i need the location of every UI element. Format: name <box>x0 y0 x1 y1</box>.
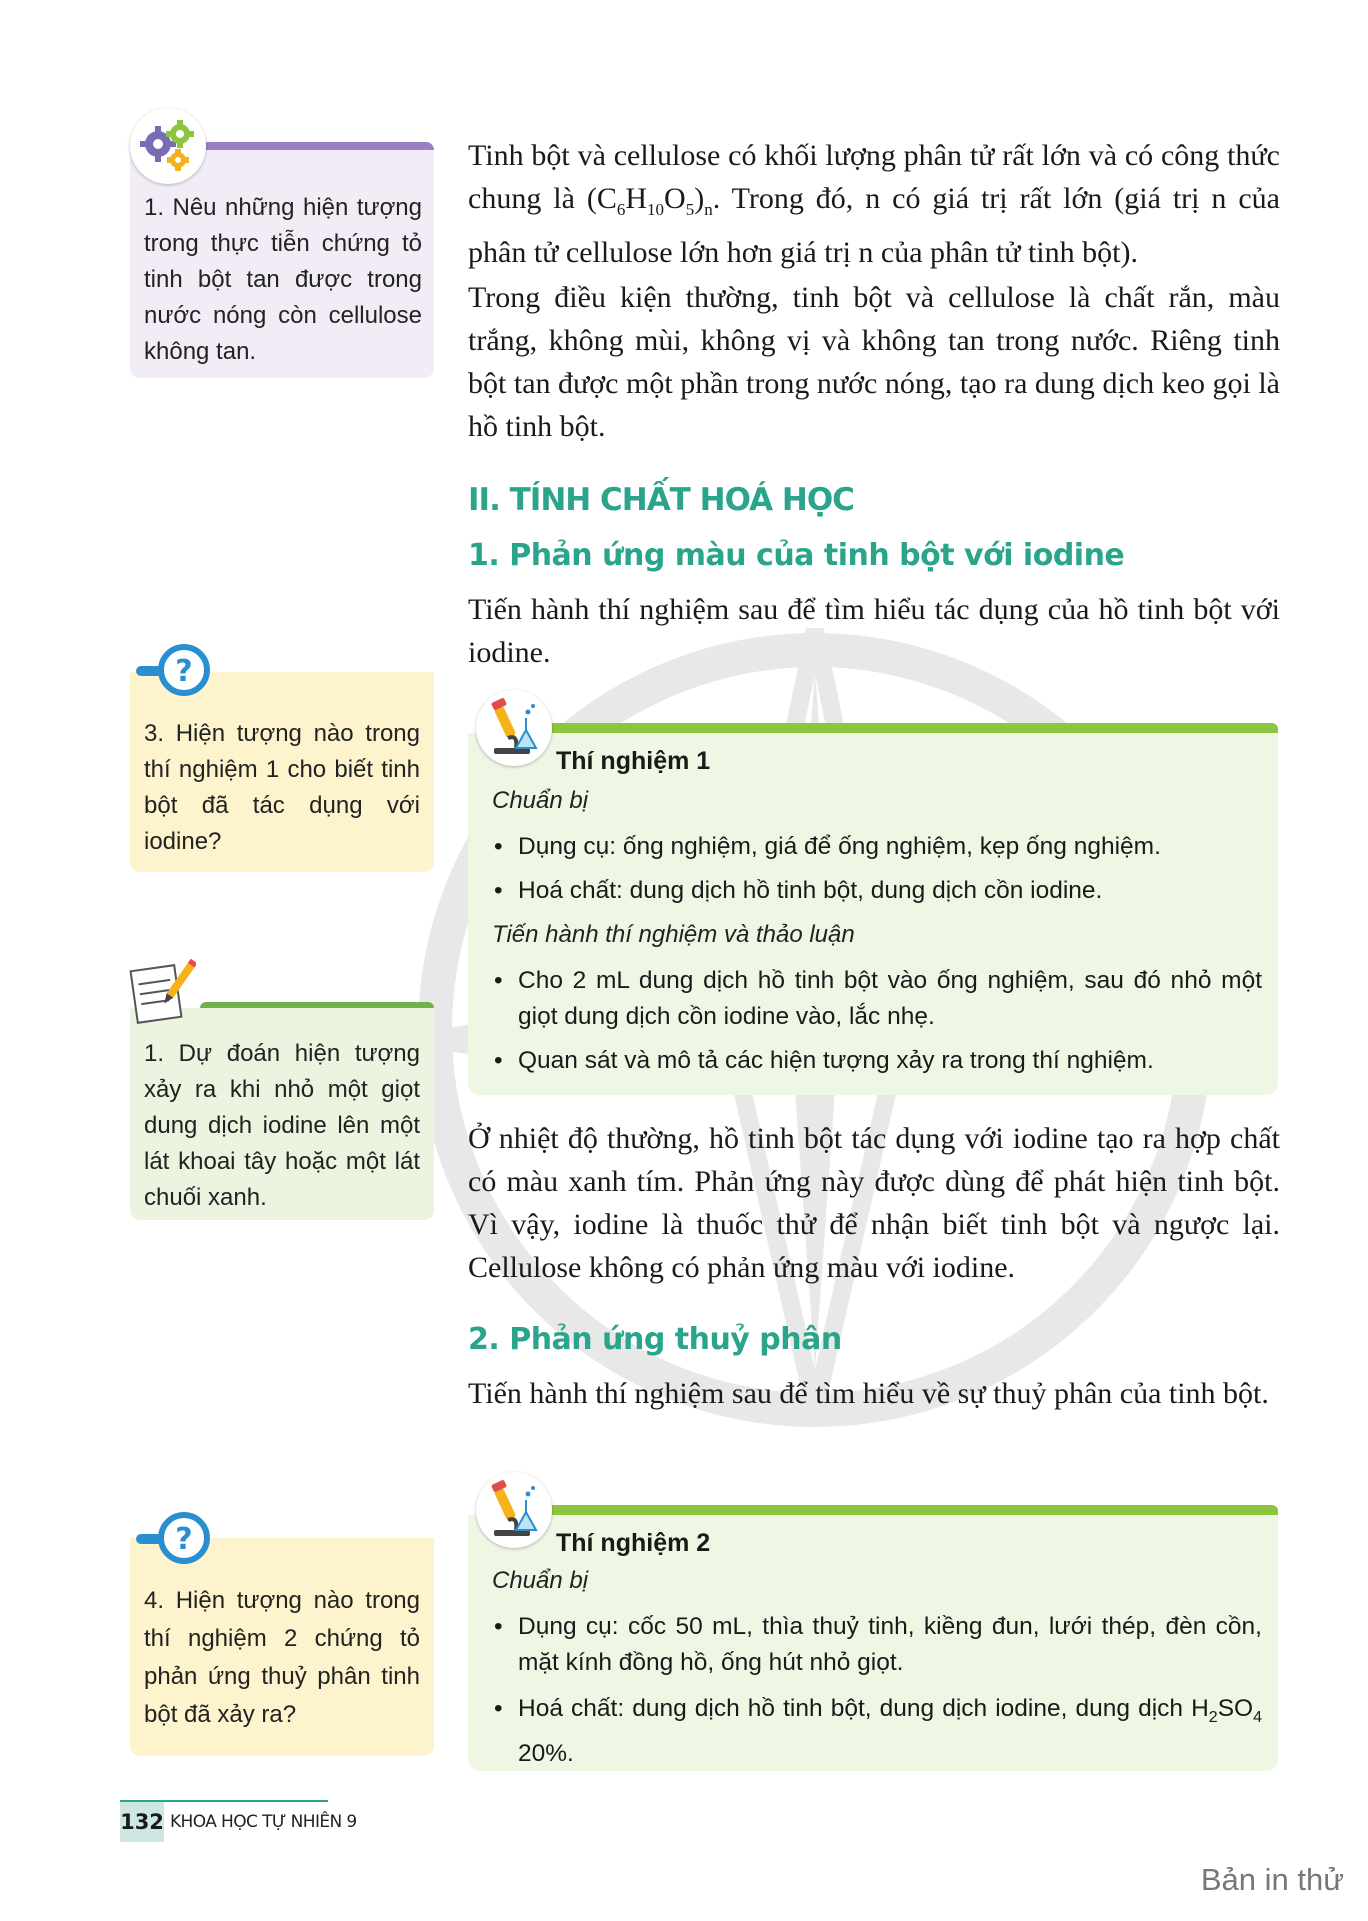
sidebar-question-4: 4. Hiện tượng nào trong thí nghiệm 2 chứng tỏ phản ứng thuỷ phân tinh bột đã xảy ra? <box>144 1587 420 1728</box>
exp1-tools: • Dụng cụ: ống nghiệm, giá để ống nghiệm, kẹp ống nghiệm. <box>492 829 1262 865</box>
experiment-1-box <box>468 733 1278 1095</box>
exp2-chemicals: • Hoá chất: dung dịch hồ tinh bột, dung dịch iodine, dung dịch $H_2SO_4$ 20%. <box>492 1691 1262 1772</box>
subsection-title-2: 2. Phản ứng thuỷ phân <box>468 1322 842 1357</box>
page-number: 132 <box>120 1802 164 1842</box>
experiment-2-box <box>468 1515 1278 1771</box>
sidebar-prediction-box <box>130 1008 434 1220</box>
sidebar-prediction: 1. Dự đoán hiện tượng xảy ra khi nhỏ một giọt dung dịch iodine lên một lát khoai tây hoặc một lát chuối xanh. <box>144 1040 420 1211</box>
microscope-flask-icon <box>476 1472 552 1548</box>
sidebar-question-box-1 <box>130 150 434 378</box>
exp1-step-1: • Cho 2 mL dung dịch hồ tinh bột vào ống nghiệm, sau đó nhỏ một giọt dung dịch cồn iodine vào, lắc nhẹ. <box>492 963 1262 1035</box>
paragraph-iodine-result: Ở nhiệt độ thường, hồ tinh bột tác dụng với iodine tạo ra hợp chất có màu xanh tím. Phản ứng này được dùng để phát hiện tinh bột. Vì vậy, iodine là thuốc thử để nhận biết tinh bột và ngược lại. Cellulose không có phản ứng màu với iodine. <box>468 1122 1280 1284</box>
book-title: KHOA HỌC TỰ NHIÊN 9 <box>170 1812 357 1832</box>
sidebar-question-3: 3. Hiện tượng nào trong thí nghiệm 1 cho biết tinh bột đã tác dụng với iodine? <box>144 720 420 855</box>
sidebar-question-1: 1. Nêu những hiện tượng trong thực tiễn chứng tỏ tinh bột tan được trong nước nóng còn cellulose không tan. <box>144 194 422 365</box>
section-title: II. TÍNH CHẤT HOÁ HỌC <box>468 482 854 518</box>
exp1-prep-label: Chuẩn bị <box>492 787 589 814</box>
paragraph-physical-properties: Trong điều kiện thường, tinh bột và cellulose là chất rắn, màu trắng, không mùi, không vị và không tan trong nước. Riêng tinh bột tan được một phần trong nước nóng, tạo ra dung dịch keo gọi là hồ tinh bột. <box>468 281 1280 443</box>
exp1-step-2: • Quan sát và mô tả các hiện tượng xảy ra trong thí nghiệm. <box>492 1043 1262 1079</box>
svg-text:?: ? <box>175 654 193 689</box>
microscope-flask-icon <box>476 690 552 766</box>
paragraph-formula: Tinh bột và cellulose có khối lượng phân tử rất lớn và có công thức chung là $(C_6H_{10}O_5)_n$. Trong đó, n có giá trị rất lớn (giá trị n của phân tử cellulose lớn hơn giá trị n của phân tử tinh bột). <box>468 139 1281 269</box>
magnifier-question-icon <box>134 634 208 708</box>
svg-text:?: ? <box>175 1522 193 1557</box>
gears-icon <box>130 108 206 184</box>
subsection-title-1: 1. Phản ứng màu của tinh bột với iodine <box>468 538 1125 573</box>
notepad-pencil-icon <box>128 954 192 1026</box>
exp2-title: Thí nghiệm 2 <box>556 1529 711 1557</box>
exp1-title: Thí nghiệm 1 <box>556 747 711 775</box>
exp1-procedure-label: Tiến hành thí nghiệm và thảo luận <box>492 921 855 948</box>
paragraph-intro-exp1: Tiến hành thí nghiệm sau để tìm hiểu tác dụng của hồ tinh bột với iodine. <box>468 593 1280 669</box>
exp2-tools: • Dụng cụ: cốc 50 mL, thìa thuỷ tinh, kiềng đun, lưới thép, đèn cồn, mặt kính đồng hồ, ống hút nhỏ giọt. <box>492 1609 1262 1681</box>
print-proof-mark: Bản in thử <box>1200 1862 1344 1897</box>
exp2-prep-label: Chuẩn bị <box>492 1567 589 1594</box>
magnifier-question-icon <box>134 1502 208 1576</box>
exp1-chemicals: • Hoá chất: dung dịch hồ tinh bột, dung dịch cồn iodine. <box>492 873 1262 909</box>
paragraph-intro-exp2: Tiến hành thí nghiệm sau để tìm hiểu về sự thuỷ phân của tinh bột. <box>468 1377 1269 1410</box>
